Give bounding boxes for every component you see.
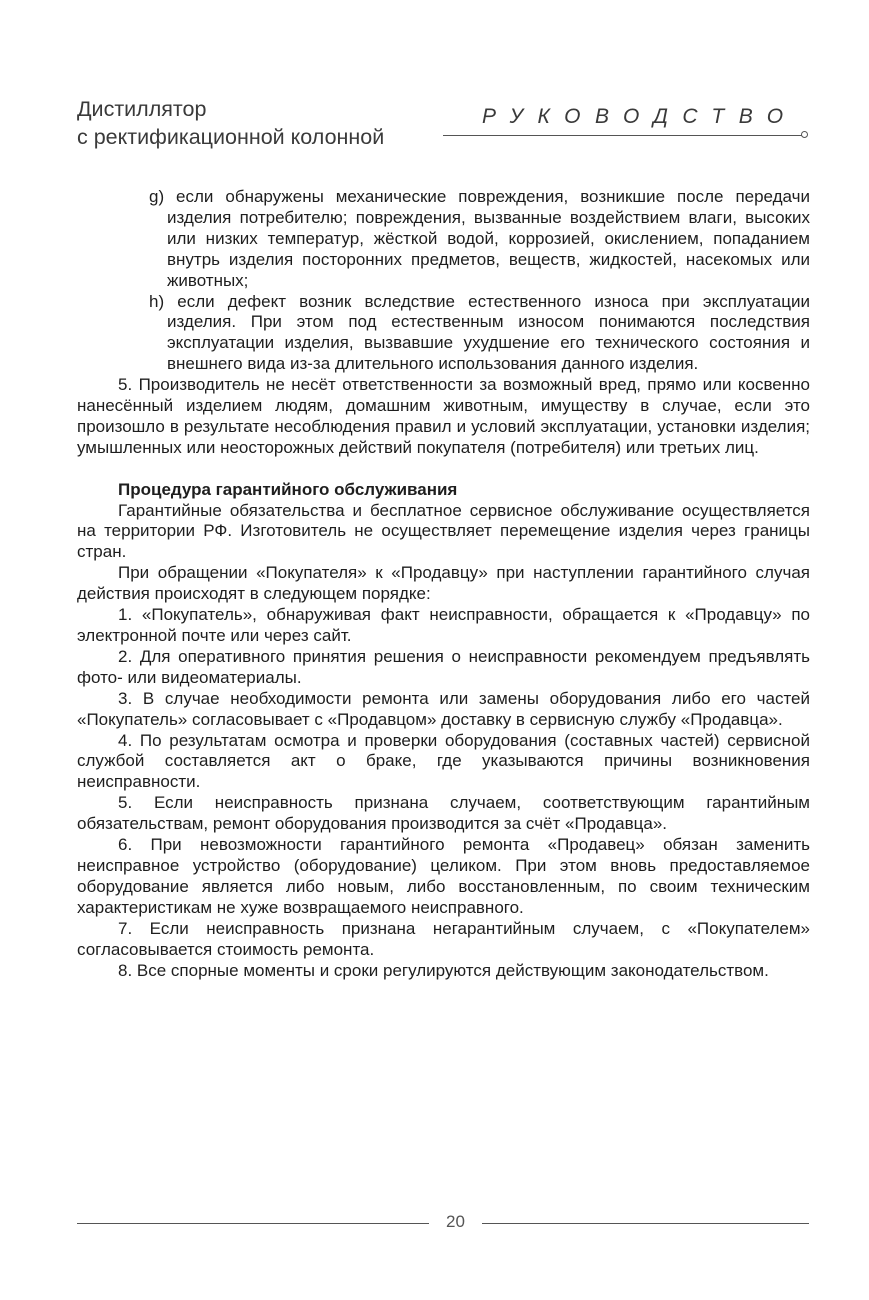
procedure-step-5: 5. Если неисправность признана случаем, соответствующим гарантийным обязательствам, ремонт оборудования производится за счёт «Продавца». [77,793,810,834]
page-number: 20 [446,1212,465,1231]
procedure-step-8: 8. Все спорные моменты и сроки регулируются действующим законодательством. [118,960,769,980]
paragraph-gap [118,459,810,480]
procedure-step-2: 2. Для оперативного принятия решения о неисправности рекомендуем предъявлять фото- или видеоматериалы. [77,646,810,687]
paragraph-5: 5. Производитель не несёт ответственности за возможный вред, прямо или косвенно нанесённый изделием людям, домашним животным, имуществу в случае, если это произошло в результате несоблюдения правил и условий эксплуатации, установки изделия; умышленных или неосторожных действий покупателя (потребителя) или третьих лиц. [77,375,810,457]
page-content [77,187,810,981]
procedure-step-3: 3. В случае необходимости ремонта или замены оборудования либо его частей «Покупатель» согласовывает с «Продавцом» доставку в сервисную службу «Продавца». [77,688,810,729]
section-label: РУКОВОДСТВО [482,105,798,128]
header-divider [443,135,802,136]
intro-paragraph-1: Гарантийные обязательства и бесплатное сервисное обслуживание осуществляется на территории РФ. Изготовитель не осуществляет перемещение изделия через границы стран. [77,500,810,562]
procedure-step-4: 4. По результатам осмотра и проверки оборудования (составных частей) сервисной службой составляется акт о браке, где указываются причины возникновения неисправности. [77,730,810,792]
header-divider-dot [801,131,808,138]
list-item-g: g) если обнаружены механические повреждения, возникшие после передачи изделия потребителю; повреждения, вызванные воздействием влаги, высоких или низких температур, жёсткой водой, коррозией, окислением, попаданием внутрь изделия посторонних предметов, веществ, жидкостей, насекомых или животных; [149,187,810,290]
section-heading: Процедура гарантийного обслуживания [118,479,458,499]
document-title [77,95,384,151]
procedure-step-7: 7. Если неисправность признана негарантийным случаем, с «Покупателем» согласовывается стоимость ремонта. [77,918,810,959]
intro-paragraph-2: При обращении «Покупателя» к «Продавцу» при наступлении гарантийного случая действия происходят в следующем порядке: [77,563,810,604]
document-title-line-2: с ректификационной колонной [77,125,385,149]
procedure-step-1: 1. «Покупатель», обнаруживая факт неисправности, обращается к «Продавцу» по электронной почте или через сайт. [77,605,810,646]
procedure-step-6: 6. При невозможности гарантийного ремонта «Продавец» обязан заменить неисправное устройство (оборудование) целиком. При этом вновь предоставляемое оборудование является либо новым, либо восстановленным, по своим техническим характеристикам не хуже возвращаемого неисправного. [77,835,810,917]
list-item-h: h) если дефект возник вследствие естественного износа при эксплуатации изделия. При этом под естественным износом понимаются последствия эксплуатации изделия, вызвавшие ухудшение его технического состояния и внешнего вида из-за длительного использования данного изделия. [149,291,810,374]
document-title-line-1: Дистиллятор [77,97,207,121]
footer-divider-left [77,1223,429,1224]
footer-divider-right [482,1223,809,1224]
